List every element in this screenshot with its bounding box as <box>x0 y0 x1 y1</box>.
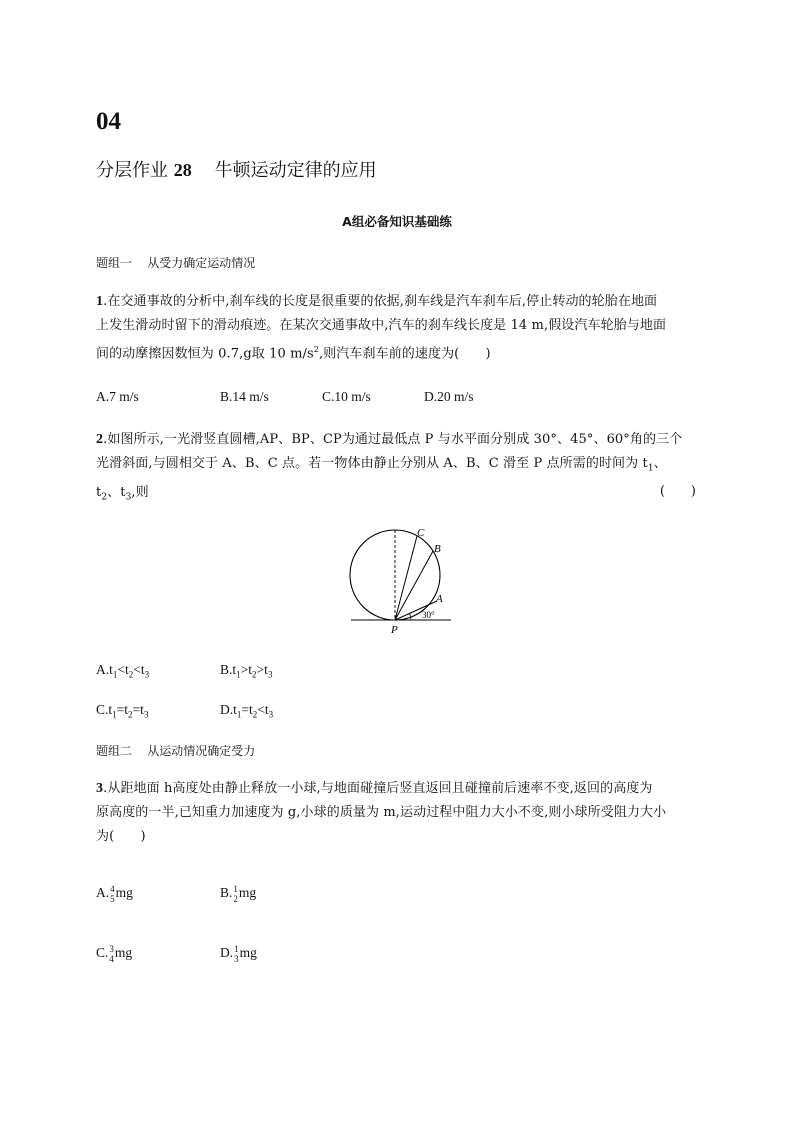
sub: 3 <box>144 669 150 680</box>
t: t <box>248 662 253 677</box>
q2-option-a <box>96 662 149 680</box>
numerator: 1 <box>234 944 239 954</box>
incline-cp <box>395 536 417 620</box>
q2-sub: 3 <box>125 492 132 503</box>
option-prefix: A. <box>96 662 110 677</box>
group-text: 从受力确定运动情况 <box>147 256 256 270</box>
fraction <box>110 884 115 904</box>
option-prefix: B. <box>220 885 233 901</box>
op: > <box>240 662 249 677</box>
op: = <box>132 702 141 717</box>
option-prefix: D. <box>220 702 234 717</box>
q1-line1 <box>96 290 696 314</box>
t: t <box>264 702 269 717</box>
denominator: 4 <box>109 954 114 964</box>
q3-option-a <box>96 884 133 904</box>
q1-text3b: ,则汽车刹车前的速度为( ) <box>318 346 491 362</box>
q3-line1 <box>96 777 696 801</box>
q1-text1: .在交通事故的分析中,刹车线的长度是很重要的依据,刹车线是汽车刹车后,停止转动的轮胎在地面 <box>103 294 658 309</box>
numerator: 1 <box>233 884 238 894</box>
question-3 <box>96 777 696 849</box>
sub: 2 <box>252 709 258 720</box>
t: t <box>125 662 129 677</box>
q2-t: 、t <box>107 484 126 500</box>
q1-option-a: A.7 m/s <box>96 389 139 404</box>
op: < <box>133 662 141 677</box>
option-prefix: D. <box>220 945 234 961</box>
t: t <box>233 702 237 717</box>
q1-option-d: D.20 m/s <box>424 389 474 404</box>
q3-line3: 为( ) <box>96 829 146 844</box>
fraction <box>109 944 114 964</box>
q3-option-c <box>96 944 132 964</box>
q3-option-d <box>220 944 257 964</box>
t: t <box>264 662 268 677</box>
label-a: A <box>436 593 443 605</box>
sub: 3 <box>267 669 273 680</box>
option-prefix: A. <box>96 885 110 901</box>
q2-text2: 光滑斜面,与圆相交于 A、B、C 点。若一物体由静止分别从 A、B、C 滑至 P 点所需的时间为 t <box>96 456 648 471</box>
q2-line1 <box>96 428 696 452</box>
q2-option-d <box>220 702 273 720</box>
option-prefix: C. <box>96 702 109 717</box>
chapter-number: 04 <box>96 108 121 135</box>
op: < <box>117 662 126 677</box>
label-b: B <box>434 543 441 555</box>
label-c: C <box>417 527 425 539</box>
t: t <box>232 662 237 677</box>
sub: 3 <box>143 709 149 720</box>
q2-line3 <box>96 481 696 510</box>
q2-option-b <box>220 662 272 680</box>
q3-text1: .从距地面 h高度处由静止释放一小球,与地面碰撞后竖直返回且碰撞前后速率不变,返回的高度为 <box>103 781 653 796</box>
unit: mg <box>115 885 133 901</box>
op: < <box>257 702 265 717</box>
option-prefix: B. <box>220 662 233 677</box>
q1-line3 <box>96 338 696 366</box>
t: t <box>124 702 129 717</box>
fraction <box>234 944 239 964</box>
t: t <box>140 702 144 717</box>
denominator: 3 <box>234 954 239 964</box>
answer-paren: ( ) <box>659 484 696 499</box>
q2-text3c: ,则 <box>131 484 149 500</box>
option-prefix: C. <box>96 945 109 961</box>
t: t <box>249 702 253 717</box>
denominator: 2 <box>233 894 238 904</box>
q1-text3a: 间的动摩擦因数恒为 0.7,g取 10 m/s <box>96 346 314 362</box>
unit: mg <box>114 945 133 961</box>
q2-sub: 2 <box>101 492 108 503</box>
q1-option-b: B.14 m/s <box>220 389 269 404</box>
sub: 1 <box>236 709 242 720</box>
group-label: 题组一 <box>96 256 133 270</box>
title-text: 牛顿运动定律的应用 <box>214 160 377 181</box>
q1-option-c: C.10 m/s <box>322 389 371 404</box>
question-number: 3 <box>96 781 104 796</box>
q3-option-b <box>220 884 256 904</box>
op: = <box>241 702 250 717</box>
sub: 2 <box>128 709 133 720</box>
unit: mg <box>239 945 257 961</box>
group-heading-2 <box>96 742 255 759</box>
angle-arc <box>410 614 411 620</box>
q2-line2: 光滑斜面,与圆相交于 A、B、C 点。若一物体由静止分别从 A、B、C 滑至 P 点所需的时间为 $t_1$、 <box>96 456 667 474</box>
q2-text1: .如图所示,一光滑竖直圆槽,AP、BP、CP为通过最低点 P 与水平面分别成 30°、45°、60°角的三个 <box>103 432 683 447</box>
angle-label: 30° <box>422 610 435 620</box>
q1-sup: 2 <box>313 345 319 354</box>
question-number: 2 <box>96 432 104 447</box>
numerator: 4 <box>110 884 115 894</box>
title-number: 28 <box>173 160 192 180</box>
t: t <box>108 702 113 717</box>
label-p: P <box>391 624 398 636</box>
page-title <box>96 156 377 182</box>
sub: 1 <box>112 709 117 720</box>
q2-t: t <box>96 484 102 500</box>
section-heading: A组必备知识基础练 <box>342 214 452 229</box>
sub: 1 <box>236 669 241 680</box>
question-2 <box>96 428 696 509</box>
group-heading-1 <box>96 254 255 271</box>
t: t <box>140 662 145 677</box>
sub: 3 <box>268 709 274 720</box>
op: = <box>116 702 125 717</box>
q3-line2: 原高度的一半,已知重力加速度为 g,小球的质量为 m,运动过程中阻力大小不变,则小球所受阻力大小 <box>96 805 667 820</box>
group-text: 从运动情况确定受力 <box>147 744 256 758</box>
q1-line2: 上发生滑动时留下的滑动痕迹。在某次交通事故中,汽车的刹车线长度是 14 m,假设汽车轮胎与地面 <box>96 318 667 333</box>
sub: 1 <box>112 669 118 680</box>
group-label: 题组二 <box>96 744 133 758</box>
fraction <box>233 884 238 904</box>
question-1 <box>96 290 696 366</box>
q2-option-c <box>96 702 148 720</box>
question-number: 1 <box>96 294 104 309</box>
t: t <box>109 662 113 677</box>
denominator: 5 <box>110 894 115 904</box>
unit: mg <box>238 885 257 901</box>
numerator: 3 <box>109 944 114 954</box>
circle-diagram <box>345 522 455 640</box>
title-prefix: 分层作业 <box>96 160 168 181</box>
q2-sub: 1 <box>647 463 654 474</box>
op: > <box>256 662 265 677</box>
sub: 2 <box>252 669 257 680</box>
sub: 2 <box>128 669 134 680</box>
